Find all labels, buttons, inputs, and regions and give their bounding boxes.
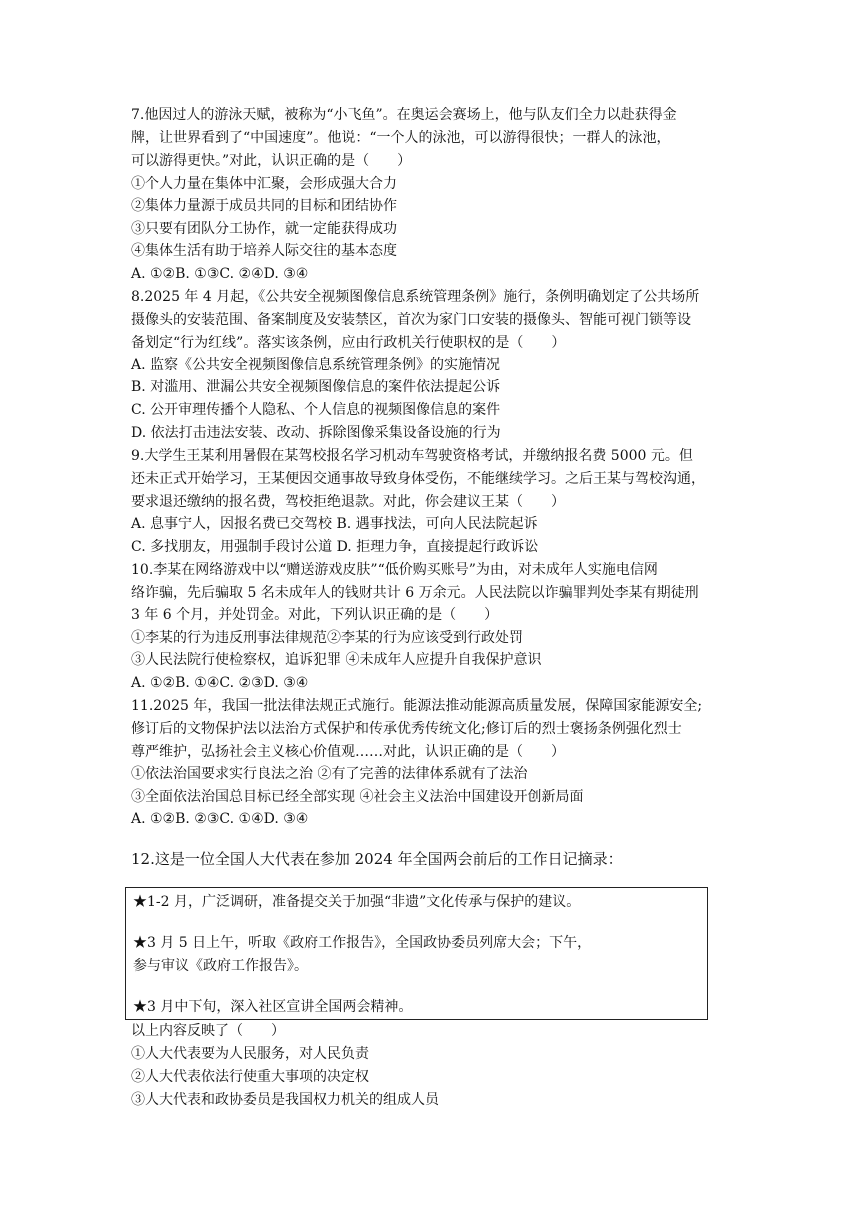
q12-stem: 12.这是一位全国人大代表在参加 2024 年全国两会前后的工作日记摘录：	[131, 850, 623, 868]
diary-entry-3: ★3 月中下旬，深入社区宣讲全国两会精神。	[133, 999, 413, 1015]
q7-stem-line-2: 牌，让世界看到了“中国速度”。他说：“一个人的泳池，可以游得很快；一群人的泳池，	[131, 130, 671, 146]
diary-entry-1: ★1-2 月，广泛调研，准备提交关于加强“非遗”文化传承与保护的建议。	[133, 894, 581, 910]
q8-option-d: D. 依法打击违法安装、改动、拆除图像采集设备设施的行为	[131, 425, 501, 441]
q12-statement-1: ①人大代表要为人民服务，对人民负责	[131, 1046, 369, 1062]
q10-stem-line-3: 3 年 6 个月，并处罚金。对此，下列认识正确的是（ ）	[131, 607, 499, 623]
diary-entry-2-line-2: 参与审议《政府工作报告》。	[133, 958, 308, 974]
q7-statement-3: ③只要有团队分工协作，就一定能获得成功	[131, 221, 397, 237]
q12-statement-2: ②人大代表依法行使重大事项的决定权	[131, 1069, 369, 1085]
q11-options: A. ①②B. ②③C. ①④D. ③④	[131, 811, 309, 827]
q10-statements-12: ①李某的行为违反刑事法律规范②李某的行为应该受到行政处罚	[131, 630, 523, 646]
q9-stem-line-2: 还未正式开始学习，王某便因交通事故导致身体受伤，不能继续学习。之后王某与驾校沟通，	[131, 471, 705, 487]
q9-options-cd: C. 多找朋友，用强制手段讨公道 D. 拒理力争，直接提起行政诉讼	[131, 539, 539, 555]
q8-stem-line-2: 摄像头的安装范围、备案制度及安装禁区，首次为家门口安装的摄像头、智能可视门锁等设	[131, 312, 691, 328]
q7-stem-line-1: 7.他因过人的游泳天赋，被称为“小飞鱼”。在奥运会赛场上，他与队友们全力以赴获得金	[131, 107, 677, 123]
q8-option-c: C. 公开审理传播个人隐私、个人信息的视频图像信息的案件	[131, 402, 501, 418]
q12-prompt: 以上内容反映了（ ）	[131, 1023, 285, 1039]
q10-options: A. ①②B. ①④C. ②③D. ③④	[131, 675, 309, 691]
q12-statement-3: ③人大代表和政协委员是我国权力机关的组成人员	[131, 1092, 439, 1108]
q8-stem-line-1: 8.2025 年 4 月起，《公共安全视频图像信息系统管理条例》施行，条例明确划定了公共场所	[131, 289, 700, 305]
q11-statements-34: ③全面依法治国总目标已经全部实现 ④社会主义法治中国建设开创新局面	[131, 789, 584, 805]
q10-stem-line-2: 络诈骗，先后骗取 5 名未成年人的钱财共计 6 万余元。人民法院以诈骗罪判处李某有期徒刑	[131, 585, 699, 601]
q7-statement-2: ②集体力量源于成员共同的目标和团结协作	[131, 198, 397, 214]
q7-options: A. ①②B. ①③C. ②④D. ③④	[131, 266, 309, 282]
q8-option-b: B. 对滥用、泄漏公共安全视频图像信息的案件依法提起公诉	[131, 379, 501, 395]
q8-stem-line-3: 备划定“行为红线”。落实该条例，应由行政机关行使职权的是（ ）	[131, 335, 566, 351]
q7-statement-4: ④集体生活有助于培养人际交往的基本态度	[131, 243, 397, 259]
q11-stem-line-1: 11.2025 年，我国一批法律法规正式施行。能源法推动能源高质量发展，保障国家能源安全;	[131, 698, 703, 714]
q11-stem-line-3: 尊严维护，弘扬社会主义核心价值观……对此，认识正确的是（ ）	[131, 744, 565, 760]
q11-statements-12: ①依法治国要求实行良法之治 ②有了完善的法律体系就有了法治	[131, 766, 528, 782]
q7-stem-line-3: 可以游得更快。”对此，认识正确的是（ ）	[131, 153, 412, 169]
q9-stem-line-1: 9.大学生王某利用暑假在某驾校报名学习机动车驾驶资格考试，并缴纳报名费 5000 元。但	[131, 448, 693, 464]
q10-stem-line-1: 10.李某在网络游戏中以“赠送游戏皮肤”“低价购买账号”为由，对未成年人实施电信网	[131, 562, 658, 578]
q9-stem-line-3: 要求退还缴纳的报名费，驾校拒绝退款。对此，你会建议王某（ ）	[131, 494, 565, 510]
diary-excerpt-box	[125, 887, 708, 1020]
q7-statement-1: ①个人力量在集体中汇聚，会形成强大合力	[131, 176, 397, 192]
q11-stem-line-2: 修订后的文物保护法以法治方式保护和传承优秀传统文化;修订后的烈士褒扬条例强化烈士	[131, 721, 682, 737]
q10-statements-34: ③人民法院行使检察权，追诉犯罪 ④未成年人应提升自我保护意识	[131, 652, 542, 668]
diary-entry-2-line-1: ★3 月 5 日上午，听取《政府工作报告》，全国政协委员列席大会；下午，	[133, 935, 592, 951]
q8-option-a: A. 监察《公共安全视频图像信息系统管理条例》的实施情况	[131, 357, 501, 373]
q9-options-ab: A. 息事宁人，因报名费已交驾校 B. 遇事找法，可向人民法院起诉	[131, 516, 538, 532]
